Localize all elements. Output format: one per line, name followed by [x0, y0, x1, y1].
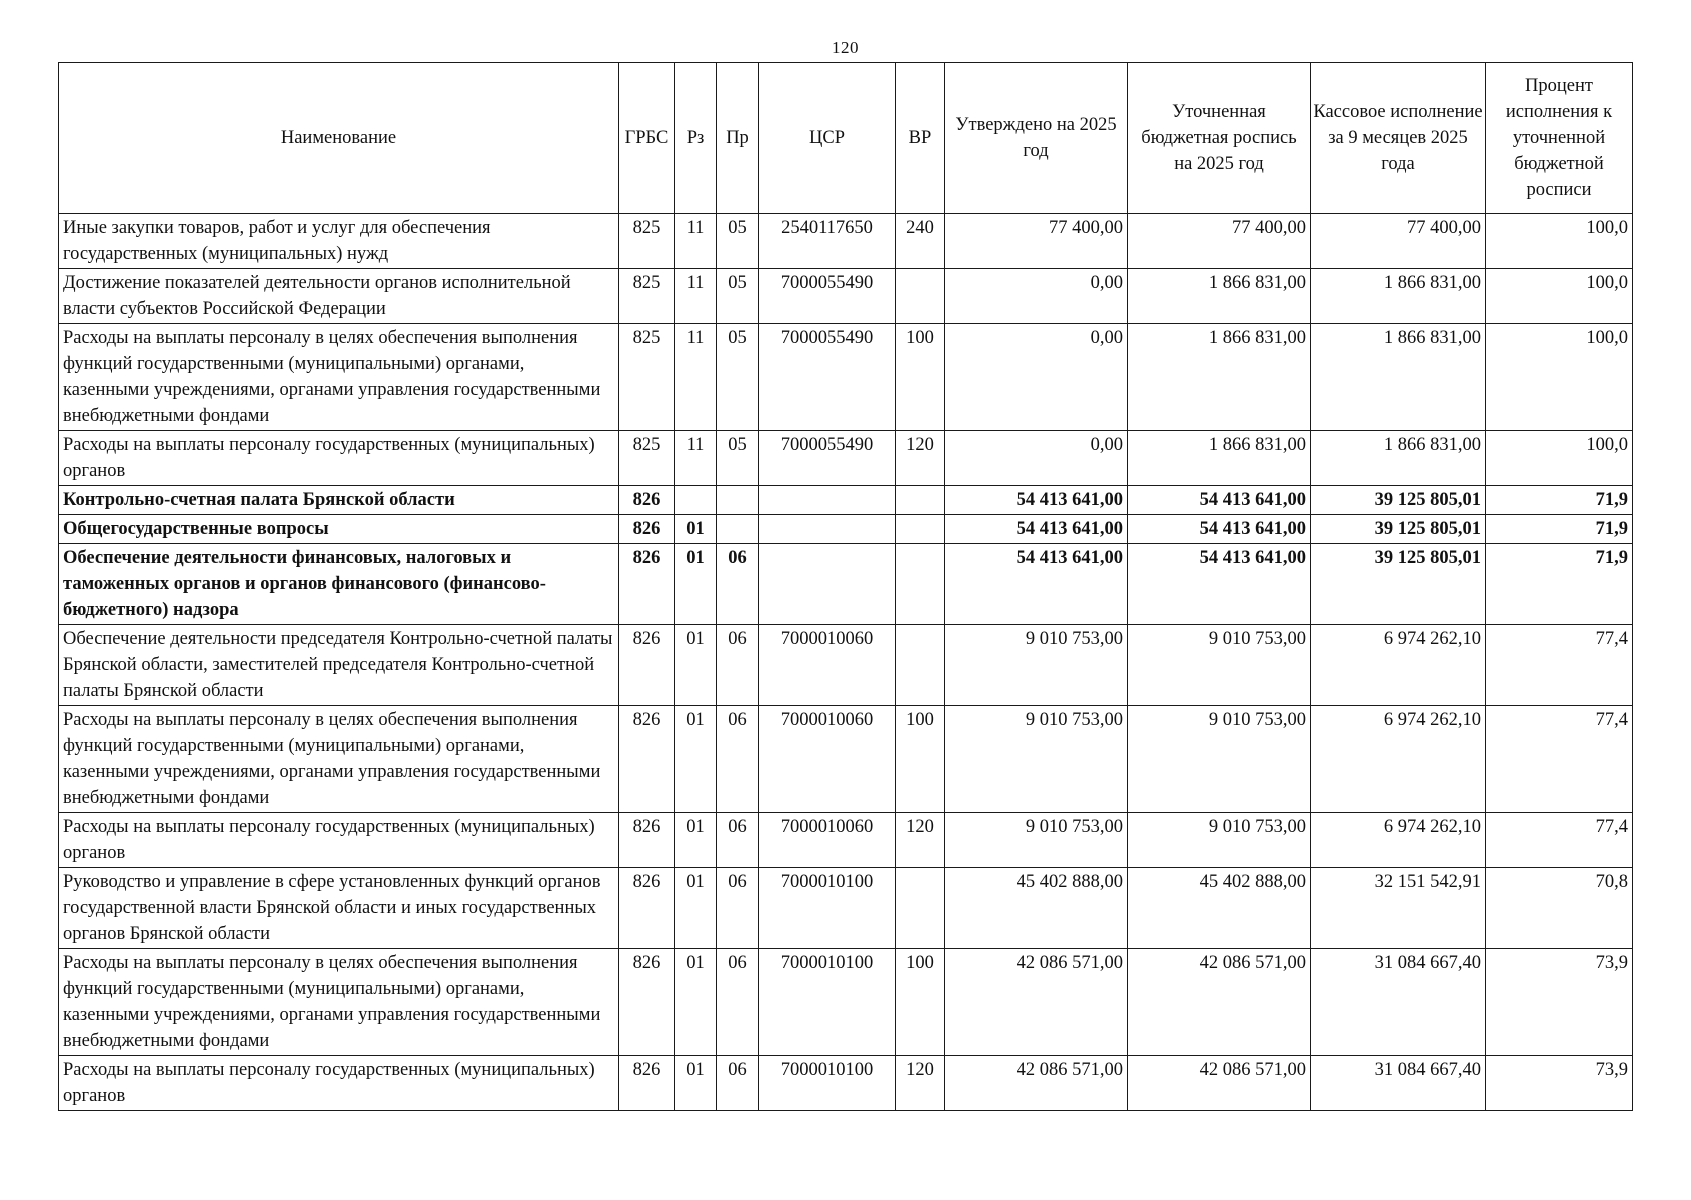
cell-approved: 42 086 571,00 [945, 949, 1128, 1056]
cell-cash: 39 125 805,01 [1311, 486, 1486, 515]
cell-csr: 7000010100 [759, 868, 896, 949]
cell-grbs: 826 [619, 515, 675, 544]
cell-cash: 6 974 262,10 [1311, 706, 1486, 813]
cell-grbs: 826 [619, 813, 675, 868]
cell-grbs: 826 [619, 486, 675, 515]
cell-grbs: 826 [619, 1056, 675, 1111]
cell-cash: 6 974 262,10 [1311, 625, 1486, 706]
cell-approved: 54 413 641,00 [945, 515, 1128, 544]
cell-approved: 45 402 888,00 [945, 868, 1128, 949]
cell-vr [896, 486, 945, 515]
header-vr: ВР [896, 63, 945, 214]
header-cash: Кассовое исполнение за 9 месяцев 2025 года [1311, 63, 1486, 214]
header-pr: Пр [717, 63, 759, 214]
cell-approved: 0,00 [945, 431, 1128, 486]
header-csr: ЦСР [759, 63, 896, 214]
cell-refined: 54 413 641,00 [1128, 515, 1311, 544]
cell-cash: 77 400,00 [1311, 214, 1486, 269]
cell-vr: 100 [896, 324, 945, 431]
cell-name: Расходы на выплаты персоналу государственных (муниципальных) органов [59, 431, 619, 486]
cell-percent: 100,0 [1486, 214, 1633, 269]
cell-name: Руководство и управление в сфере установленных функций органов государственной власти Брянской области и иных государственных органов Брянской области [59, 868, 619, 949]
table-body [59, 214, 1633, 1111]
cell-rz: 01 [675, 813, 717, 868]
cell-approved: 77 400,00 [945, 214, 1128, 269]
cell-refined: 45 402 888,00 [1128, 868, 1311, 949]
table-row [59, 431, 1633, 486]
cell-cash: 39 125 805,01 [1311, 544, 1486, 625]
cell-percent: 77,4 [1486, 706, 1633, 813]
cell-pr [717, 515, 759, 544]
cell-rz: 11 [675, 214, 717, 269]
cell-name: Расходы на выплаты персоналу государственных (муниципальных) органов [59, 813, 619, 868]
cell-refined: 42 086 571,00 [1128, 1056, 1311, 1111]
header-refined: Уточненная бюджетная роспись на 2025 год [1128, 63, 1311, 214]
cell-approved: 42 086 571,00 [945, 1056, 1128, 1111]
cell-csr: 7000010060 [759, 813, 896, 868]
cell-grbs: 825 [619, 431, 675, 486]
cell-name: Общегосударственные вопросы [59, 515, 619, 544]
cell-cash: 1 866 831,00 [1311, 324, 1486, 431]
cell-rz: 01 [675, 949, 717, 1056]
cell-percent: 77,4 [1486, 813, 1633, 868]
cell-percent: 100,0 [1486, 324, 1633, 431]
cell-grbs: 826 [619, 868, 675, 949]
cell-vr [896, 515, 945, 544]
cell-refined: 54 413 641,00 [1128, 544, 1311, 625]
cell-percent: 100,0 [1486, 431, 1633, 486]
cell-approved: 54 413 641,00 [945, 486, 1128, 515]
cell-csr [759, 544, 896, 625]
cell-rz: 11 [675, 269, 717, 324]
cell-csr [759, 515, 896, 544]
cell-refined: 9 010 753,00 [1128, 706, 1311, 813]
cell-csr: 7000055490 [759, 324, 896, 431]
cell-refined: 1 866 831,00 [1128, 324, 1311, 431]
cell-vr [896, 625, 945, 706]
cell-approved: 9 010 753,00 [945, 625, 1128, 706]
table-row [59, 813, 1633, 868]
table-row [59, 868, 1633, 949]
cell-percent: 71,9 [1486, 515, 1633, 544]
cell-name: Расходы на выплаты персоналу в целях обеспечения выполнения функций государственными (муниципальными) органами, казенными учреждениями, органами управления государственными внебюджетными фондами [59, 324, 619, 431]
table-row [59, 706, 1633, 813]
cell-name: Обеспечение деятельности финансовых, налоговых и таможенных органов и органов финансового (финансово-бюджетного) надзора [59, 544, 619, 625]
cell-csr: 7000010060 [759, 706, 896, 813]
cell-rz: 01 [675, 544, 717, 625]
cell-pr: 06 [717, 949, 759, 1056]
cell-percent: 100,0 [1486, 269, 1633, 324]
cell-approved: 0,00 [945, 269, 1128, 324]
cell-rz: 01 [675, 515, 717, 544]
cell-name: Расходы на выплаты персоналу в целях обеспечения выполнения функций государственными (муниципальными) органами, казенными учреждениями, органами управления государственными внебюджетными фондами [59, 949, 619, 1056]
cell-vr [896, 269, 945, 324]
cell-rz: 01 [675, 706, 717, 813]
cell-rz: 01 [675, 625, 717, 706]
cell-name: Достижение показателей деятельности органов исполнительной власти субъектов Российской Федерации [59, 269, 619, 324]
cell-pr: 06 [717, 868, 759, 949]
header-grbs: ГРБС [619, 63, 675, 214]
cell-csr: 7000010100 [759, 949, 896, 1056]
cell-percent: 71,9 [1486, 544, 1633, 625]
cell-percent: 77,4 [1486, 625, 1633, 706]
cell-csr: 7000010060 [759, 625, 896, 706]
cell-refined: 1 866 831,00 [1128, 431, 1311, 486]
cell-csr: 2540117650 [759, 214, 896, 269]
header-rz: Рз [675, 63, 717, 214]
cell-approved: 0,00 [945, 324, 1128, 431]
cell-pr [717, 486, 759, 515]
cell-pr: 06 [717, 625, 759, 706]
cell-grbs: 826 [619, 625, 675, 706]
cell-rz [675, 486, 717, 515]
cell-csr: 7000055490 [759, 431, 896, 486]
cell-vr: 100 [896, 949, 945, 1056]
cell-percent: 73,9 [1486, 1056, 1633, 1111]
cell-refined: 9 010 753,00 [1128, 813, 1311, 868]
cell-approved: 9 010 753,00 [945, 706, 1128, 813]
table-row [59, 544, 1633, 625]
cell-pr: 06 [717, 1056, 759, 1111]
header-percent: Процент исполнения к уточненной бюджетной росписи [1486, 63, 1633, 214]
header-approved: Утверждено на 2025 год [945, 63, 1128, 214]
cell-vr: 120 [896, 1056, 945, 1111]
cell-pr: 05 [717, 214, 759, 269]
cell-rz: 01 [675, 1056, 717, 1111]
table-row [59, 1056, 1633, 1111]
cell-percent: 73,9 [1486, 949, 1633, 1056]
cell-csr: 7000010100 [759, 1056, 896, 1111]
cell-cash: 39 125 805,01 [1311, 515, 1486, 544]
table-row [59, 486, 1633, 515]
cell-pr: 05 [717, 431, 759, 486]
table-row [59, 324, 1633, 431]
cell-refined: 54 413 641,00 [1128, 486, 1311, 515]
cell-approved: 9 010 753,00 [945, 813, 1128, 868]
header-row [59, 63, 1633, 214]
cell-csr [759, 486, 896, 515]
cell-refined: 42 086 571,00 [1128, 949, 1311, 1056]
cell-grbs: 825 [619, 324, 675, 431]
cell-pr: 06 [717, 544, 759, 625]
cell-rz: 01 [675, 868, 717, 949]
cell-pr: 05 [717, 269, 759, 324]
cell-name: Обеспечение деятельности председателя Контрольно-счетной палаты Брянской области, заместителей председателя Контрольно-счетной палаты Брянской области [59, 625, 619, 706]
cell-rz: 11 [675, 431, 717, 486]
header-name: Наименование [59, 63, 619, 214]
cell-approved: 54 413 641,00 [945, 544, 1128, 625]
cell-grbs: 826 [619, 949, 675, 1056]
cell-vr: 240 [896, 214, 945, 269]
cell-name: Контрольно-счетная палата Брянской области [59, 486, 619, 515]
page-number: 120 [832, 38, 859, 57]
cell-rz: 11 [675, 324, 717, 431]
cell-refined: 77 400,00 [1128, 214, 1311, 269]
cell-cash: 1 866 831,00 [1311, 269, 1486, 324]
cell-vr: 120 [896, 431, 945, 486]
cell-vr [896, 868, 945, 949]
cell-refined: 9 010 753,00 [1128, 625, 1311, 706]
cell-cash: 1 866 831,00 [1311, 431, 1486, 486]
table-row [59, 949, 1633, 1056]
cell-vr: 120 [896, 813, 945, 868]
cell-csr: 7000055490 [759, 269, 896, 324]
budget-table [58, 62, 1633, 1111]
cell-cash: 6 974 262,10 [1311, 813, 1486, 868]
cell-refined: 1 866 831,00 [1128, 269, 1311, 324]
cell-pr: 06 [717, 813, 759, 868]
cell-percent: 70,8 [1486, 868, 1633, 949]
cell-pr: 05 [717, 324, 759, 431]
cell-grbs: 826 [619, 706, 675, 813]
cell-cash: 31 084 667,40 [1311, 1056, 1486, 1111]
cell-cash: 32 151 542,91 [1311, 868, 1486, 949]
cell-grbs: 825 [619, 269, 675, 324]
cell-name: Расходы на выплаты персоналу в целях обеспечения выполнения функций государственными (муниципальными) органами, казенными учреждениями, органами управления государственными внебюджетными фондами [59, 706, 619, 813]
cell-name: Иные закупки товаров, работ и услуг для обеспечения государственных (муниципальных) нужд [59, 214, 619, 269]
cell-grbs: 825 [619, 214, 675, 269]
cell-percent: 71,9 [1486, 486, 1633, 515]
cell-pr: 06 [717, 706, 759, 813]
cell-cash: 31 084 667,40 [1311, 949, 1486, 1056]
table-row [59, 214, 1633, 269]
table-row [59, 515, 1633, 544]
cell-vr: 100 [896, 706, 945, 813]
table-row [59, 625, 1633, 706]
table-row [59, 269, 1633, 324]
cell-name: Расходы на выплаты персоналу государственных (муниципальных) органов [59, 1056, 619, 1111]
cell-vr [896, 544, 945, 625]
cell-grbs: 826 [619, 544, 675, 625]
